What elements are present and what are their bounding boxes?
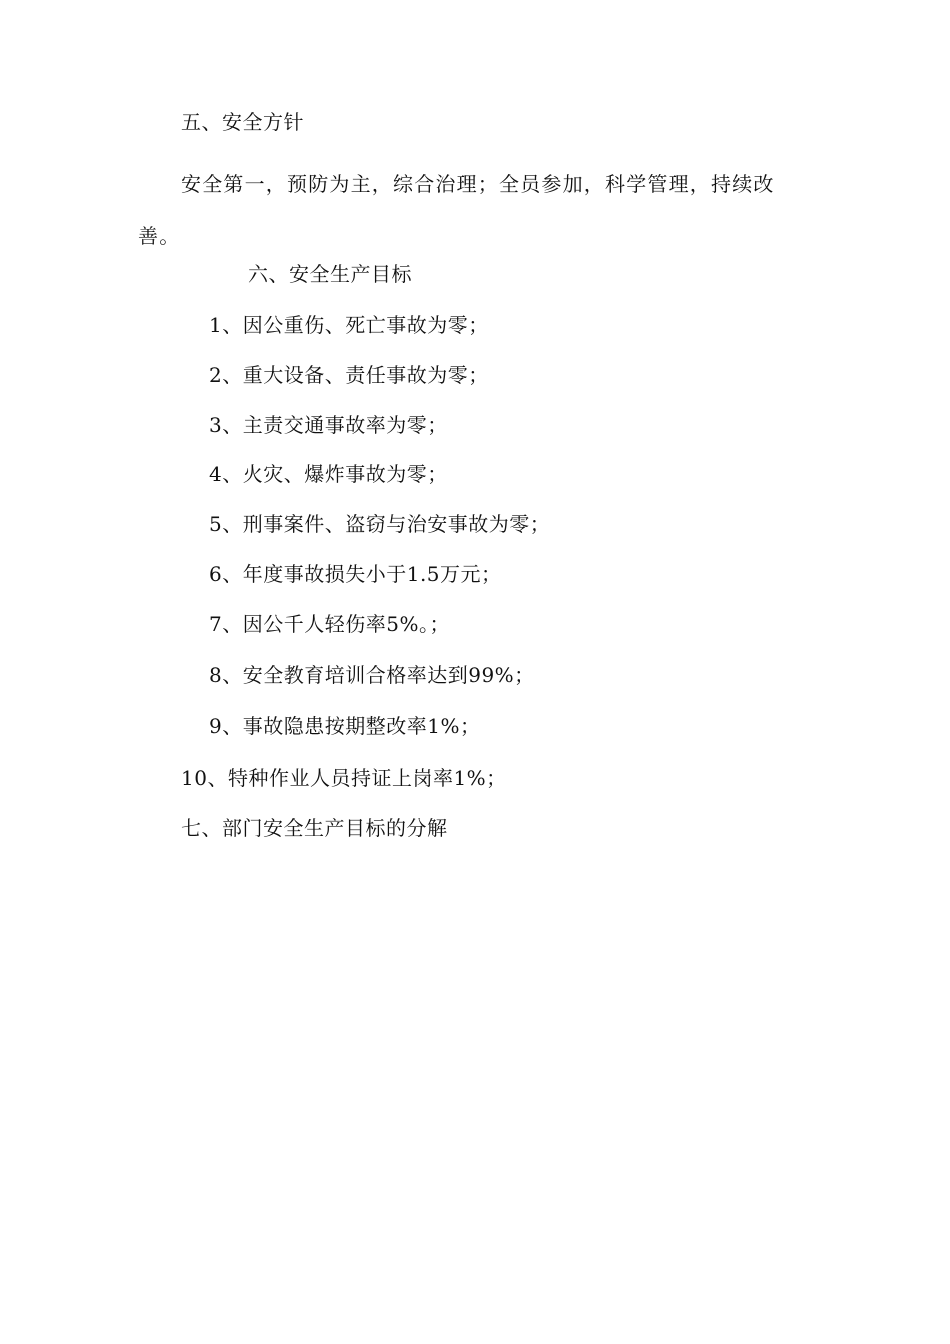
goal-item-9: 9、事故隐患按期整改率1%；	[209, 714, 481, 738]
policy-text: 安全第一，预防为主，综合治理；全员参加，科学管理，持续改善。	[138, 172, 775, 248]
breakdown-heading: 七、部门安全生产目标的分解	[181, 816, 448, 840]
goals-heading: 六、安全生产目标	[248, 262, 412, 286]
goal-item-10: 10、特种作业人员持证上岗率1%；	[181, 766, 507, 790]
goal-item-6: 6、年度事故损失小于1.5万元；	[209, 562, 502, 586]
goal-item-8: 8、安全教育培训合格率达到99%；	[209, 663, 535, 687]
goal-item-2: 2、重大设备、责任事故为零；	[209, 363, 489, 387]
goal-item-7: 7、因公千人轻伤率5%。；	[209, 612, 450, 636]
policy-heading: 五、安全方针	[181, 110, 304, 134]
goal-item-4: 4、火灾、爆炸事故为零；	[209, 462, 448, 486]
goal-item-1: 1、因公重伤、死亡事故为零；	[209, 313, 489, 337]
goal-item-5: 5、刑事案件、盗窃与治安事故为零；	[209, 512, 551, 536]
goal-item-3: 3、主责交通事故率为零；	[209, 413, 448, 437]
